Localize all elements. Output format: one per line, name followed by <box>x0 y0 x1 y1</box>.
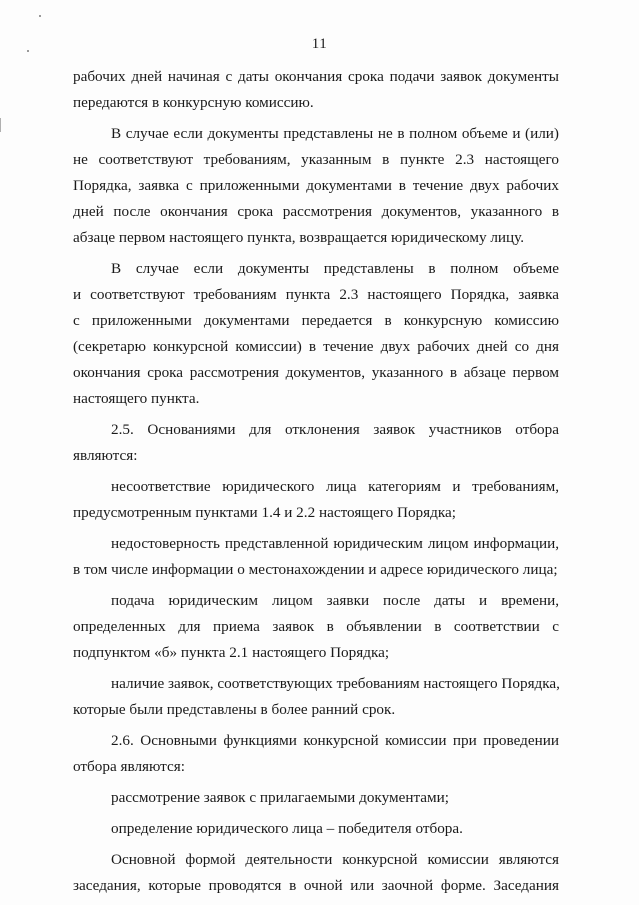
list-item <box>73 785 559 811</box>
text-line: окончания срока рассмотрения документов, указанного в абзаце первом <box>73 364 559 381</box>
text-line: В случае если документы представлены в полном объеме <box>111 260 559 277</box>
text-line: которые были представлены в более ранний срок. <box>73 701 396 718</box>
text-line: и соответствуют требованиям пункта 2.3 настоящего Порядка, заявка <box>73 286 559 303</box>
text-line: рассмотрение заявок с прилагаемыми документами; <box>111 789 449 806</box>
text-line: определенных для приема заявок в объявлении в соответствии с <box>73 618 559 635</box>
text-line: недостоверность представленной юридическим лицом информации, <box>111 535 559 552</box>
text-line: с приложенными документами передается в конкурсную комиссию <box>73 312 559 329</box>
text-line: В случае если документы представлены не в полном объеме и (или) <box>111 125 559 142</box>
paragraph <box>73 847 559 899</box>
list-item <box>73 671 559 723</box>
text-line: Порядка, заявка с приложенными документами в течение двух рабочих <box>73 177 559 194</box>
text-line: предусмотренным пунктами 1.4 и 2.2 настоящего Порядка; <box>73 504 456 521</box>
text-line: (секретарю конкурсной комиссии) в течение двух рабочих дней со дня <box>73 338 559 355</box>
paragraph <box>73 256 559 412</box>
text-line: дней после окончания срока рассмотрения документов, указанного в <box>73 203 559 220</box>
list-item <box>73 474 559 526</box>
list-item <box>73 816 559 842</box>
text-line: подпунктом «б» пункта 2.1 настоящего Порядка; <box>73 644 390 661</box>
page-number: 11 <box>311 36 328 52</box>
text-line: в том числе информации о местонахождении и адресе юридического лица; <box>73 561 558 578</box>
text-line: не соответствуют требованиям, указанным в пункте 2.3 настоящего <box>73 151 559 168</box>
paragraph <box>73 121 559 251</box>
list-item <box>73 531 559 583</box>
section-2-6 <box>73 728 559 780</box>
document-body <box>73 64 559 899</box>
scan-mark <box>39 15 41 17</box>
text-line: заседания, которые проводятся в очной или заочной форме. Заседания <box>73 877 559 894</box>
section-2-5 <box>73 417 559 469</box>
text-line: подача юридическим лицом заявки после даты и времени, <box>111 592 559 609</box>
scan-mark <box>0 118 1 132</box>
text-line: являются: <box>73 447 138 464</box>
text-line: 2.6. Основными функциями конкурсной комиссии при проведении <box>111 732 559 749</box>
text-line: наличие заявок, соответствующих требованиям настоящего Порядка, <box>111 675 560 692</box>
text-line: передаются в конкурсную комиссию. <box>73 94 314 111</box>
list-item <box>73 588 559 666</box>
text-line: абзаце первом настоящего пункта, возвращается юридическому лицу. <box>73 229 525 246</box>
text-line: рабочих дней начиная с даты окончания срока подачи заявок документы <box>73 68 559 85</box>
text-line: настоящего пункта. <box>73 390 200 407</box>
text-line: несоответствие юридического лица категориям и требованиям, <box>111 478 559 495</box>
paragraph <box>73 64 559 116</box>
text-line: отбора являются: <box>73 758 185 775</box>
text-line: 2.5. Основаниями для отклонения заявок участников отбора <box>111 421 559 438</box>
text-line: определение юридического лица – победителя отбора. <box>111 820 463 837</box>
text-line: Основной формой деятельности конкурсной комиссии являются <box>111 851 559 868</box>
